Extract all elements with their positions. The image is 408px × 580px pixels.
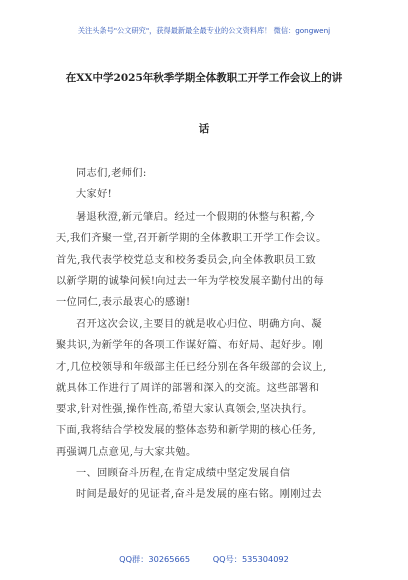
footer-contact bbox=[0, 554, 408, 565]
paragraph-line: 才,几位校领导和年级部主任已经分别在各年级部的会议上, bbox=[56, 361, 327, 373]
salutation: 同志们,老师们: bbox=[76, 168, 147, 179]
paragraph-line: 以新学期的诚挚问候!向过去一年为学校发展辛勤付出的每 bbox=[56, 275, 324, 287]
paragraph-line: 下面,我将结合学校发展的整体态势和新学期的核心任务, bbox=[56, 425, 317, 437]
paragraph-line: 再强调几点意见,与大家共勉。 bbox=[56, 446, 197, 458]
paragraph-line: 召开这次会议,主要目的就是收心归位、明确方向、凝 bbox=[76, 319, 322, 330]
header-note: 关注头条号"公文研究"，获得最新最全最专业的公文资料库！ 微信：gongwenj bbox=[77, 26, 331, 35]
paragraph-line: 时间是最好的见证者,奋斗是发展的座右铭。刚刚过去 bbox=[76, 489, 322, 501]
paragraph-line: 聚共识,为新学年的各项工作谋好篇、布好局、起好步。刚 bbox=[56, 340, 324, 352]
document-title-line-1: 在XX中学2025年秋季学期全体教职工开学工作会议上的讲 bbox=[65, 72, 343, 84]
footer-qq: QQ号：535304092 bbox=[212, 554, 289, 564]
document-title-line-2: 话 bbox=[198, 123, 210, 135]
section-1 bbox=[56, 463, 356, 506]
paragraph-line: 要求,针对性强,操作性高,希望大家认真领会,坚决执行。 bbox=[56, 404, 313, 416]
paragraph-line: 首先,我代表学校党总支和校务委员会,向全体教职员工致 bbox=[56, 254, 317, 266]
footer-qq-group: QQ群：30265665 bbox=[119, 554, 191, 564]
paragraph-line: 天,我们齐聚一堂,召开新学期的全体教职工开学工作会议。 bbox=[56, 233, 327, 245]
salutation-block bbox=[56, 163, 356, 206]
greeting: 大家好! bbox=[76, 189, 113, 201]
paragraph-line: 就具体工作进行了周详的部署和深入的交流。这些部署和 bbox=[56, 382, 320, 394]
paragraph-line: 暑退秋澄,新元肇启。经过一个假期的休整与积蓄,今 bbox=[76, 212, 315, 223]
paragraph-line: 一位同仁,表示最衷心的感谢! bbox=[56, 297, 191, 309]
section-heading: 一、回顾奋斗历程,在肯定成绩中坚定发展自信 bbox=[76, 468, 291, 479]
paragraph-2 bbox=[56, 314, 356, 463]
paragraph-1 bbox=[56, 207, 356, 313]
